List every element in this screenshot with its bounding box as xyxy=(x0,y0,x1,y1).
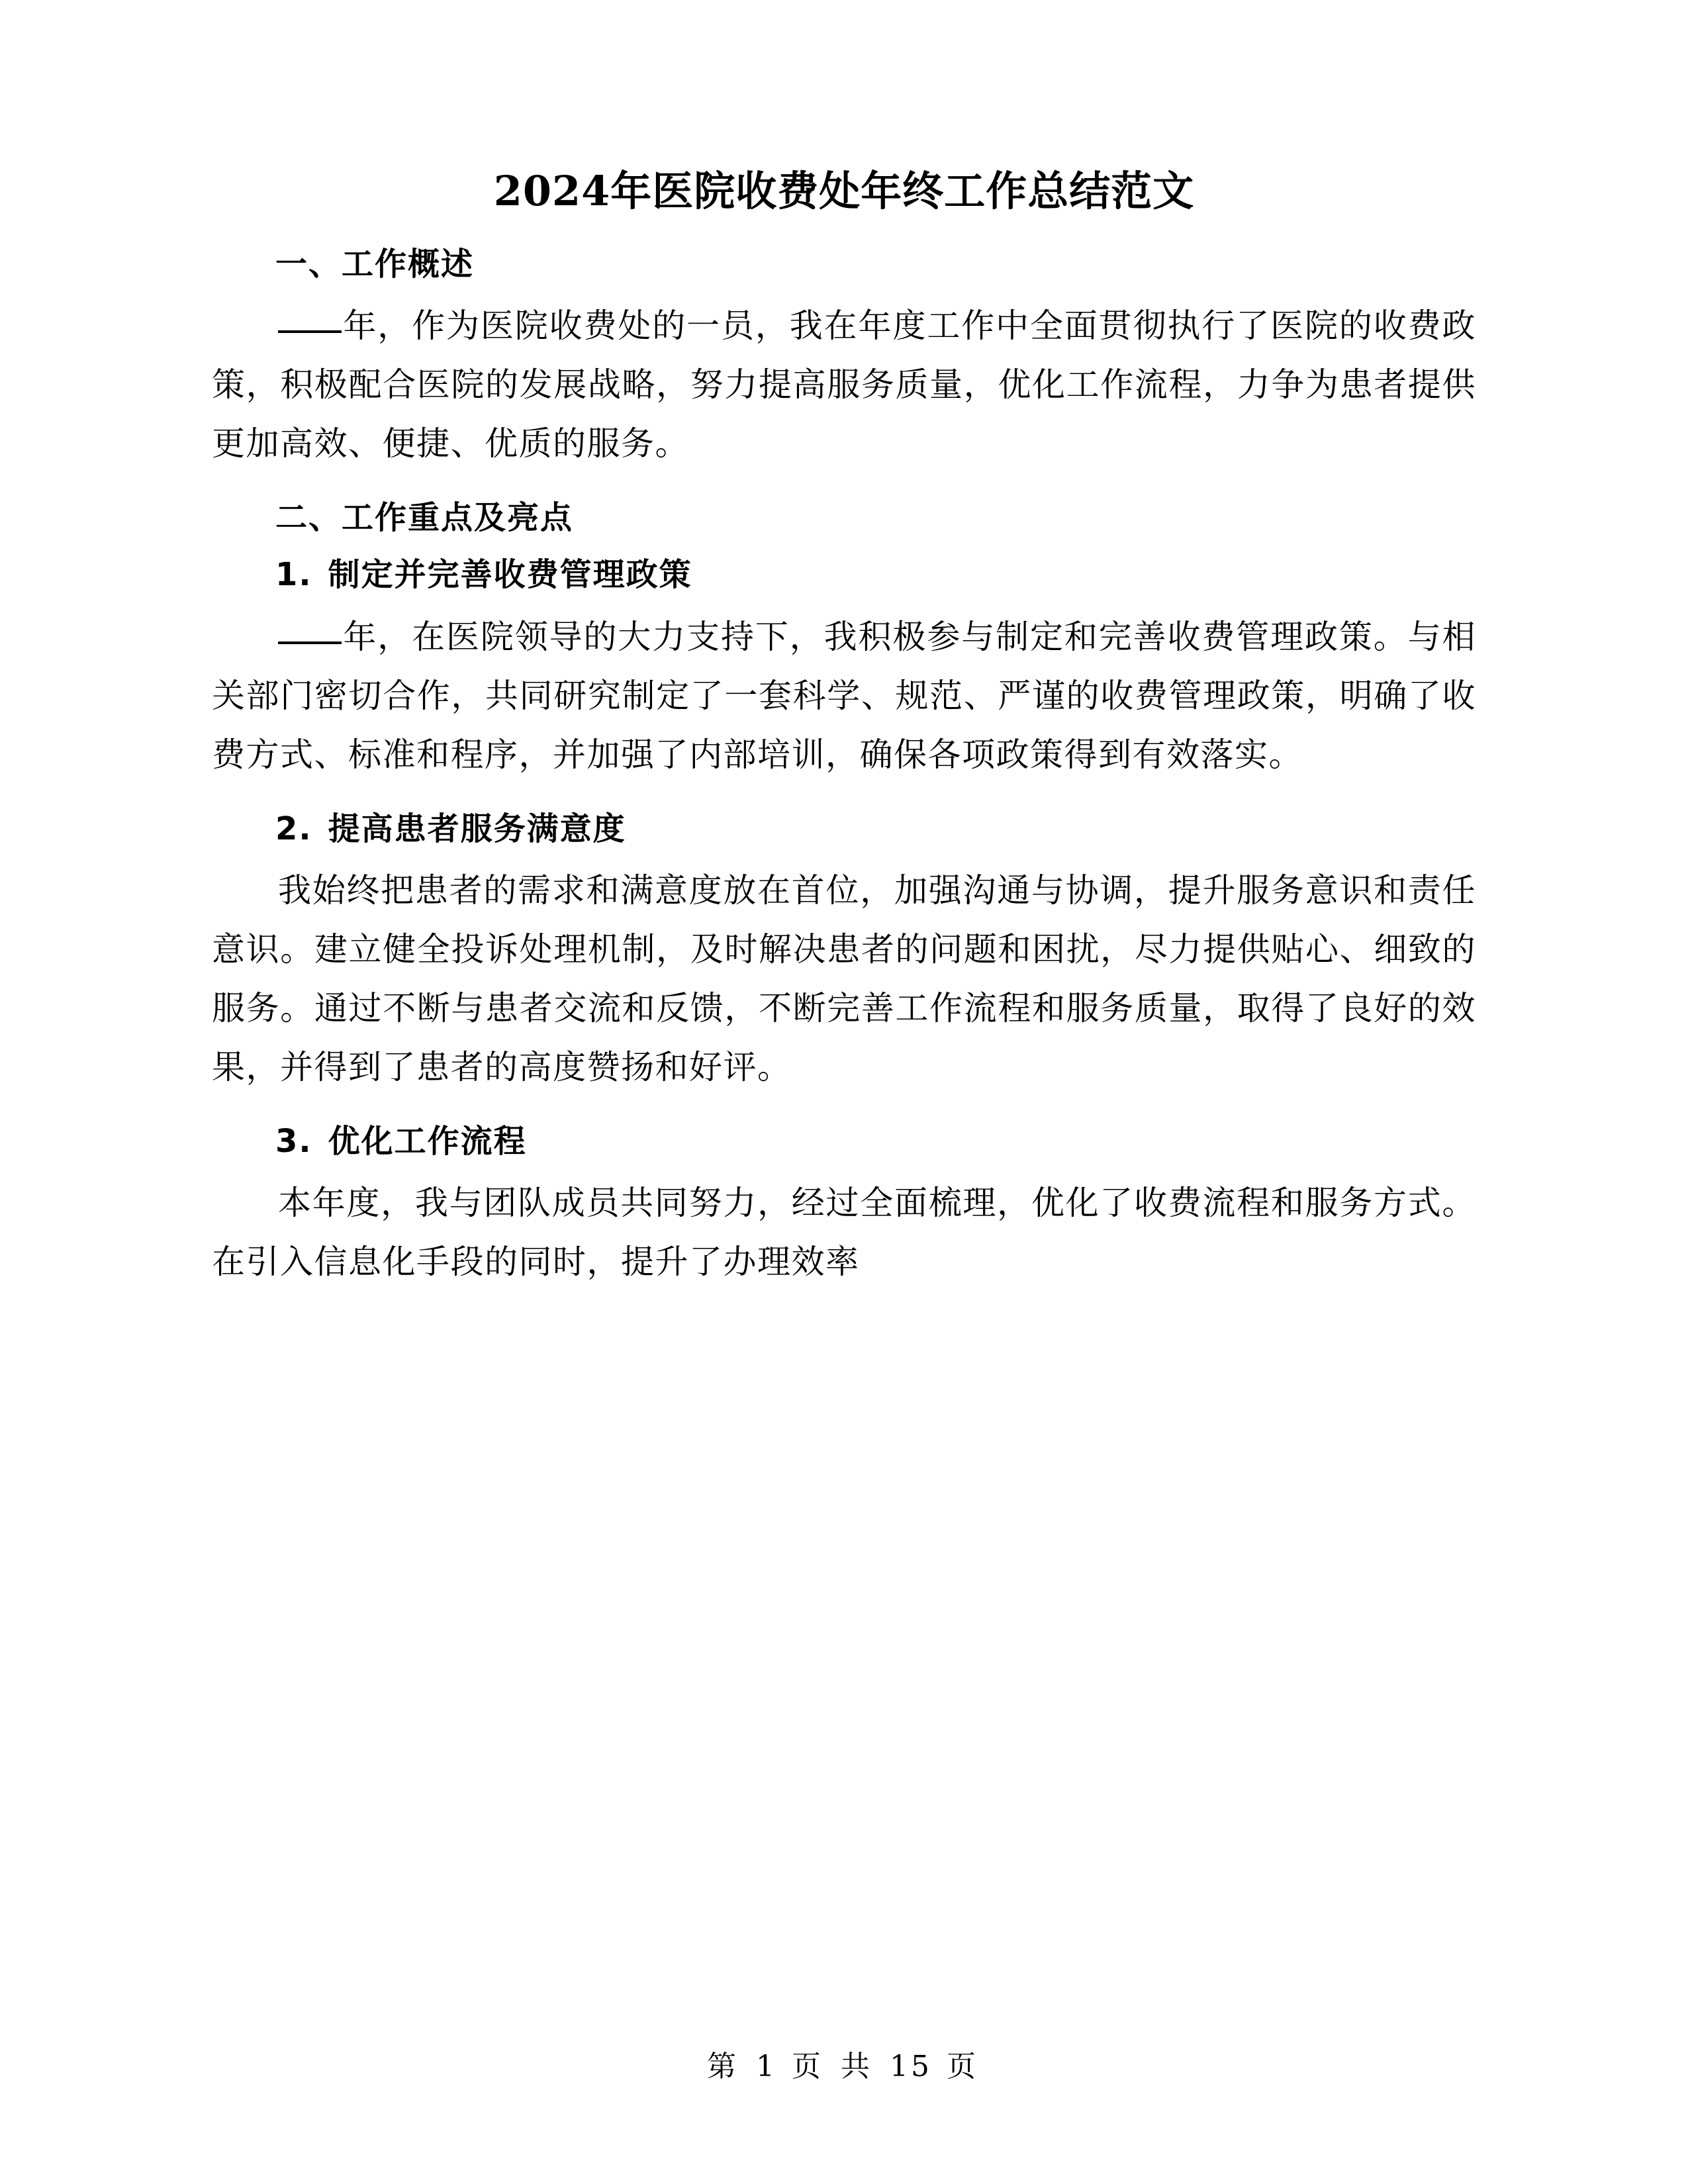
footer-suffix: 页 xyxy=(947,2050,981,2083)
heading-subsection-policy xyxy=(212,550,1476,599)
page-footer xyxy=(0,2042,1688,2085)
footer-total-pages: 15 xyxy=(890,2050,932,2083)
footer-middle: 页 共 xyxy=(792,2050,875,2083)
subsection-number-2: 2. xyxy=(275,810,312,847)
spacer xyxy=(212,483,1476,493)
fill-in-blank-year-2[interactable] xyxy=(278,641,342,644)
heading-subsection-satisfaction xyxy=(212,804,1476,853)
subsection-number-1: 1. xyxy=(275,556,312,594)
subsection-title-1: 制定并完善收费管理政策 xyxy=(328,556,692,594)
paragraph-policy-text: 年，在医院领导的大力支持下，我积极参与制定和完善收费管理政策。与相关部门密切合作，共同研究制定了一套科学、规范、严谨的收费管理政策，明确了收费方式、标准和程序，并加强了内部培训，确保各项政策得到有效落实。 xyxy=(212,617,1476,774)
heading-section-highlights: 二、工作重点及亮点 xyxy=(275,499,574,536)
spacer xyxy=(212,794,1476,804)
spacer xyxy=(212,1106,1476,1117)
footer-prefix: 第 xyxy=(707,2050,741,2083)
heading-subsection-workflow xyxy=(212,1117,1476,1166)
subsection-title-3: 优化工作流程 xyxy=(328,1123,527,1161)
paragraph-satisfaction: 我始终把患者的需求和满意度放在首位，加强沟通与协调，提升服务意识和责任意识。建立健全投诉处理机制，及时解决患者的问题和困扰，尽力提供贴心、细致的服务。通过不断与患者交流和反馈，不断完善工作流程和服务质量，取得了良好的效果，并得到了患者的高度赞扬和好评。 xyxy=(212,871,1476,1087)
heading-section-overview: 一、工作概述 xyxy=(275,245,475,283)
paragraph-overview-text: 年，作为医院收费处的一员，我在年度工作中全面贯彻执行了医院的收费政策，积极配合医院的发展战略，努力提高服务质量，优化工作流程，力争为患者提供更加高效、便捷、优质的服务。 xyxy=(212,306,1476,463)
paragraph-policy xyxy=(212,608,1476,784)
footer-current-page: 1 xyxy=(756,2050,777,2083)
page-title: 2024年医院收费处年终工作总结范文 xyxy=(493,167,1195,215)
paragraph-overview xyxy=(212,297,1476,473)
paragraph-workflow: 本年度，我与团队成员共同努力，经过全面梳理，优化了收费流程和服务方式。在引入信息化手段的同时，提升了办理效率 xyxy=(212,1184,1476,1282)
subsection-number-3: 3. xyxy=(275,1123,312,1161)
fill-in-blank-year[interactable] xyxy=(278,330,342,333)
subsection-title-2: 提高患者服务满意度 xyxy=(328,810,626,847)
